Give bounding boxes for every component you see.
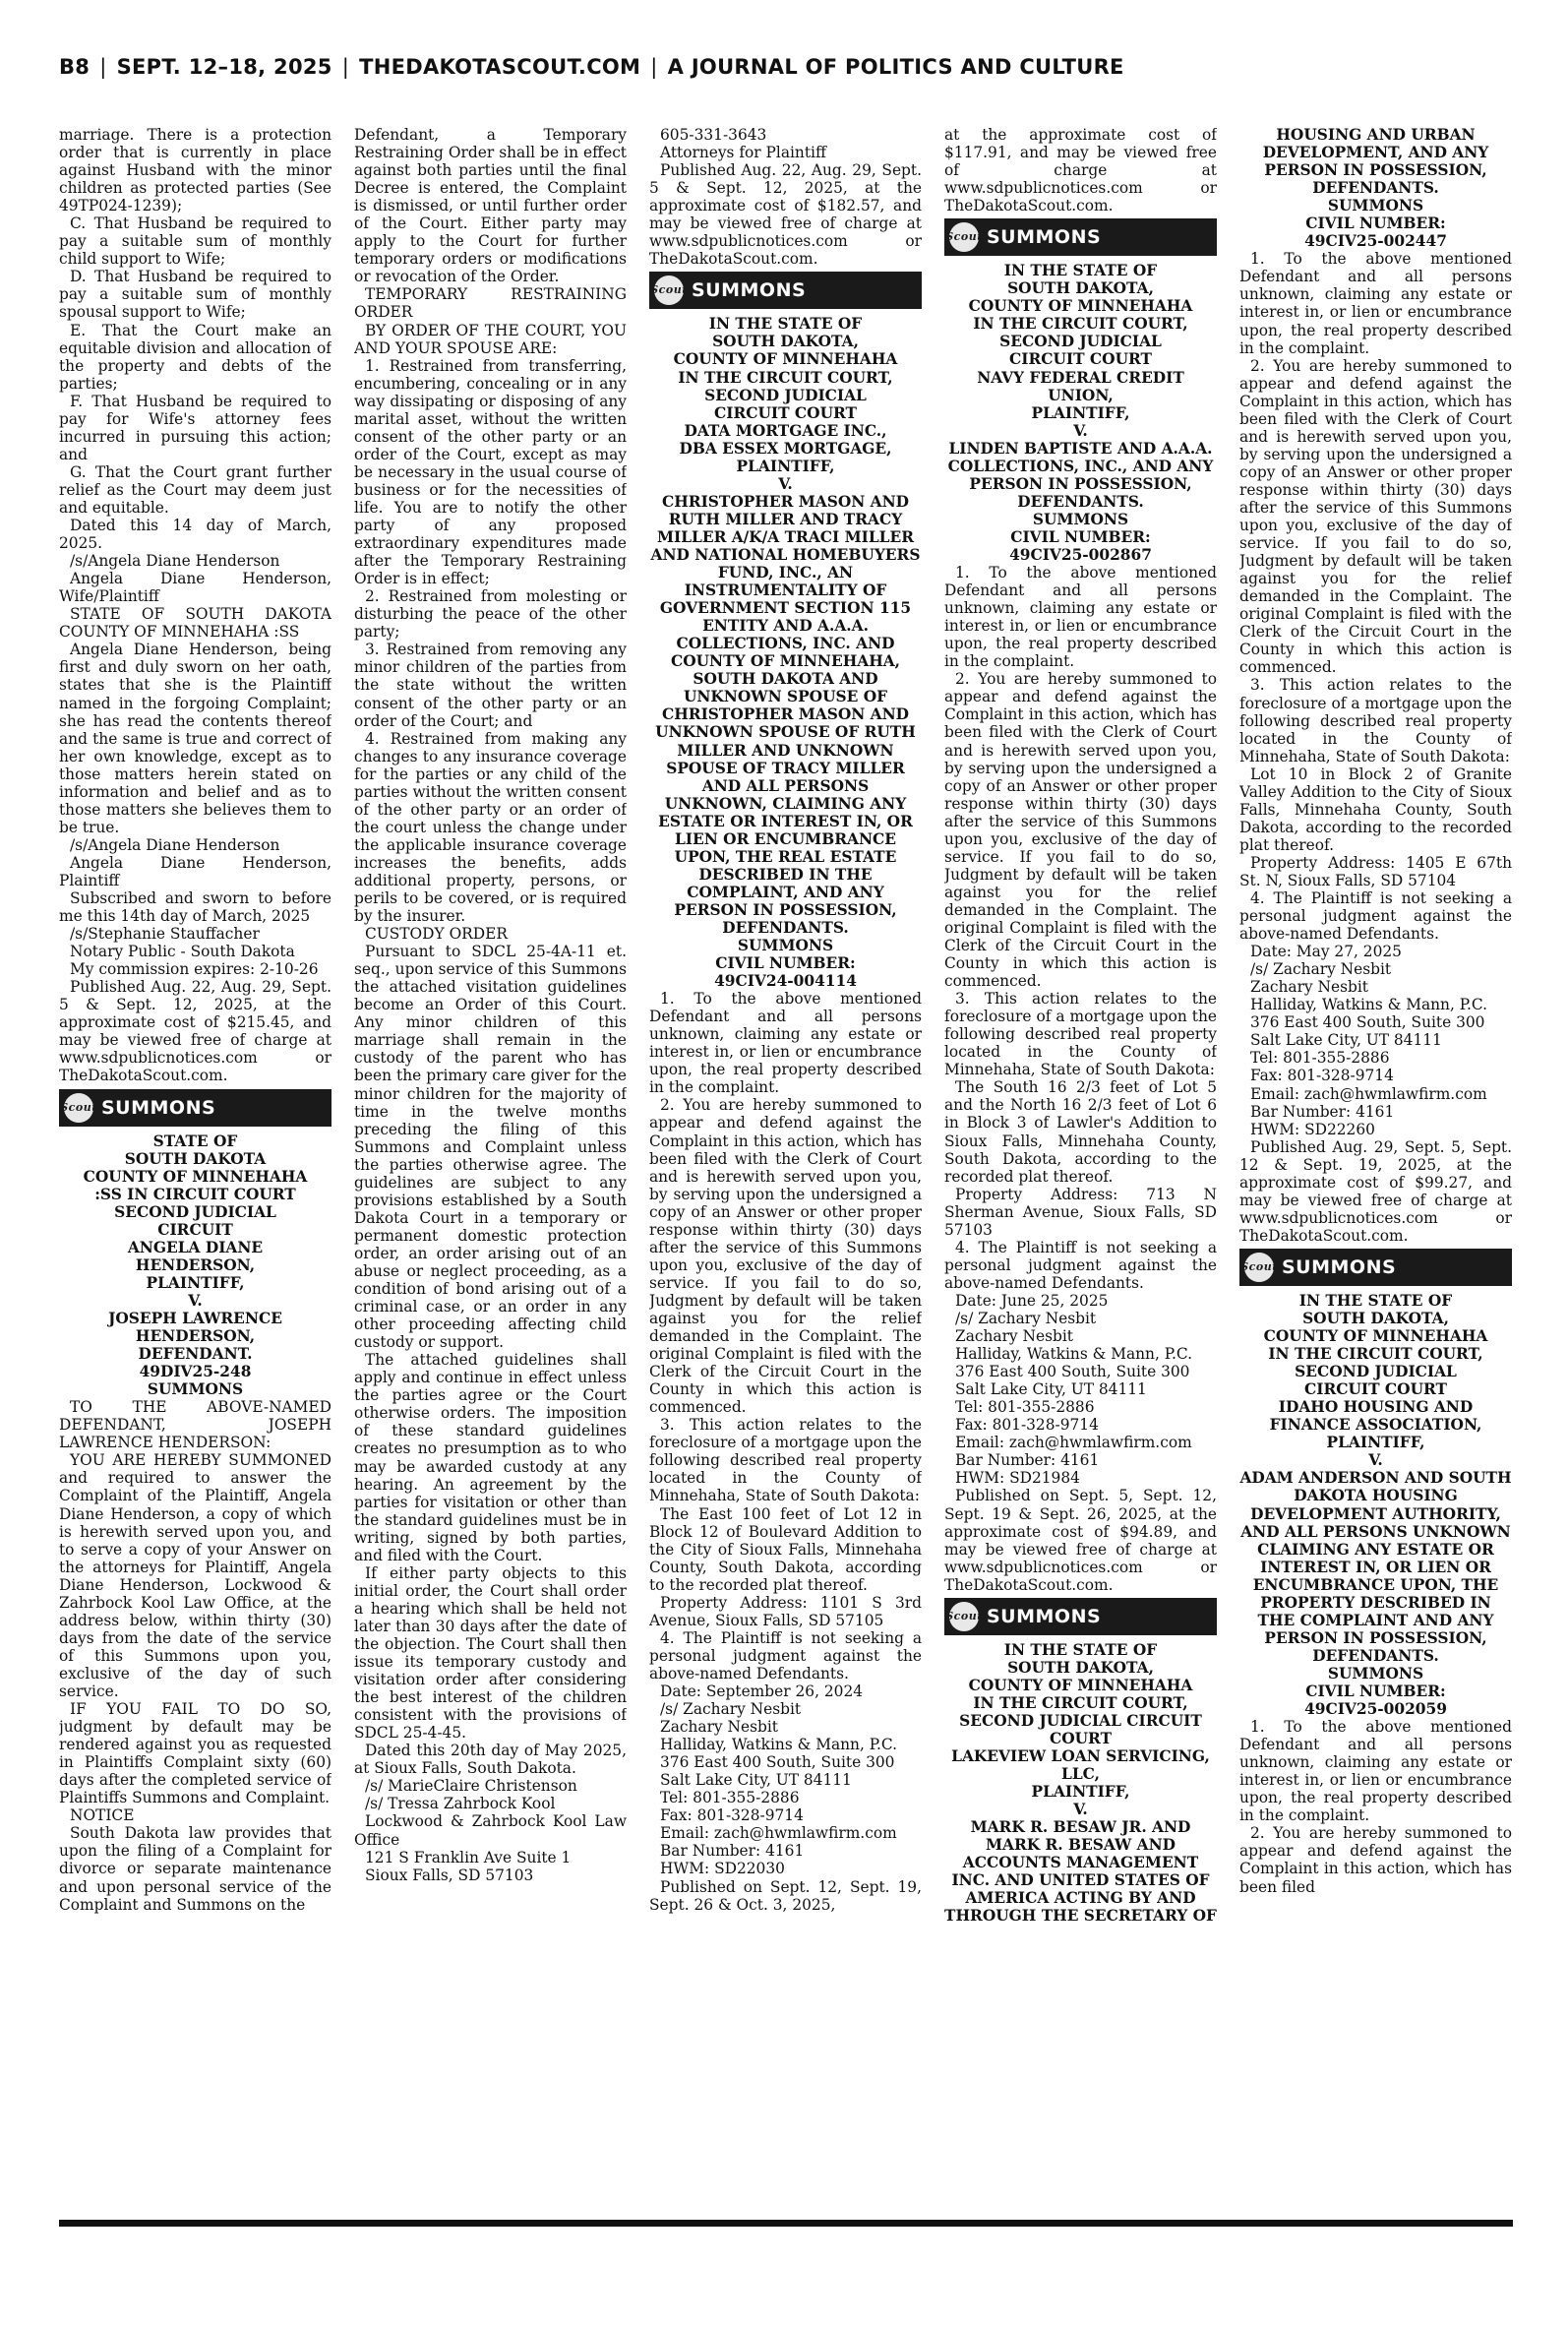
- notice-paragraph: 2. You are hereby summoned to appear and defend against the Complaint in this action, which has been filed with the Clerk of Court and is herewith served upon you, by serving upon the undersigned a copy of an Answer or other proper response within thirty (30) days after the service of this Summons upon you, exclusive of the day of service. If you fail to do so, Judgment by default will be taken against you for the relief demanded in the Complaint. The original Complaint is filed with the Clerk of the Circuit Court in the County in which this action is commenced.: [1239, 356, 1512, 677]
- caption-line: MARK R. BESAW JR. AND MARK R. BESAW AND ACCOUNTS MANAGEMENT INC. AND UNITED STATES OF AMERICA ACTING BY AND THROUGH THE SECRETARY OF: [944, 1818, 1217, 1926]
- notice-paragraph: 376 East 400 South, Suite 300: [660, 1753, 895, 1772]
- section-bar: [649, 272, 922, 309]
- section-label: SUMMONS: [987, 226, 1102, 249]
- caption-line: COUNTY OF MINNEHAHA: [968, 297, 1193, 316]
- notice-paragraph: E. That the Court make an equitable division and allocation of the property and debts of the parties;: [59, 321, 332, 393]
- header-separator: |: [650, 55, 658, 79]
- notice-paragraph: Property Address: 1101 S 3rd Avenue, Sioux Falls, SD 57105: [649, 1593, 922, 1629]
- notice-paragraph: The attached guidelines shall apply and continue in effect unless the parties agree or the Court otherwise orders. The imposition of these standard guidelines creates no presumption as to who may be awarded custody at any hearing. An agreement by the parties for visitation or other than the standard guidelines must be in writing, signed by both parties, and filed with the Court.: [354, 1351, 627, 1564]
- issue-date: SEPT. 12–18, 2025: [116, 55, 332, 79]
- notice-paragraph: CUSTODY ORDER: [365, 925, 508, 944]
- notice-paragraph: 1. Restrained from transferring, encumbering, concealing or in any way dissipating or disposing of any marital asset, without the written consent of the other party or an order of the Court, except as may be necessary in the usual course of business or for the necessities of life. You are to notify the other party of any proposed extraordinary expenditures made after the Temporary Restraining Order is in effect;: [354, 356, 627, 588]
- publication-note: Published Aug. 22, Aug. 29, Sept. 5 & Sept. 12, 2025, at the approximate cost of $215.45, and may be viewed free of charge at www.sdpublicnotices.com or TheDakotaScout.com.: [59, 978, 332, 1085]
- notice-paragraph: Email: zach@hwmlawfirm.com: [660, 1824, 897, 1843]
- notice-paragraph: C. That Husband be required to pay a suitable sum of monthly child support to Wife;: [59, 214, 332, 269]
- caption-line: CIRCUIT: [157, 1220, 233, 1239]
- column-4: [944, 126, 1217, 2209]
- bottom-rule: [59, 2220, 1513, 2227]
- notice-paragraph: 1. To the above mentioned Defendant and all persons unknown, claiming any estate or interest in, or lien or encumbrance upon, the real property described in the complaint.: [944, 564, 1217, 671]
- notice-paragraph: Lot 10 in Block 2 of Granite Valley Addition to the City of Sioux Falls, Minnehaha County, South Dakota, according to the recorded plat thereof.: [1239, 765, 1512, 854]
- notice-paragraph: Fax: 801-328-9714: [660, 1806, 804, 1825]
- notice-paragraph: Email: zach@hwmlawfirm.com: [955, 1434, 1192, 1452]
- caption-line: IN THE CIRCUIT COURT,: [678, 368, 893, 387]
- caption-line: SUMMONS: [1327, 1664, 1424, 1683]
- caption-line: :SS IN CIRCUIT COURT: [94, 1185, 296, 1203]
- notice-paragraph: TEMPORARY RESTRAINING ORDER: [354, 285, 627, 322]
- case-number: 49CIV24-004114: [714, 972, 857, 991]
- caption-line: V.: [1073, 1801, 1088, 1819]
- publication-note: Published Aug. 22, Aug. 29, Sept. 5 & Sept. 12, 2025, at the approximate cost of $182.57, and may be viewed free of charge at www.sdpublicnotices.com or TheDakotaScout.com.: [649, 161, 922, 269]
- caption-line: SUMMONS: [1032, 510, 1129, 528]
- signature-line: /s/ Zachary Nesbit: [955, 1310, 1097, 1327]
- notice-paragraph: 4. The Plaintiff is not seeking a personal judgment against the above-named Defendants.: [1239, 889, 1512, 944]
- notice-paragraph: Defendant, a Temporary Restraining Order shall be in effect against both parties until the final Decree is entered, the Complaint is dismissed, or until further order of the Court. Either party may apply to the Court for further temporary orders or modifications or revocation of the Order.: [354, 126, 627, 286]
- notice-paragraph: 2. You are hereby summoned to appear and defend against the Complaint in this action, which has been filed with the Clerk of Court and is herewith served upon you, by serving upon the undersigned a copy of an Answer or other proper response within thirty (30) days after the service of this Summons upon you, exclusive of the day of service. If you fail to do so, Judgment by default will be taken against you for the relief demanded in the Complaint. The original Complaint is filed with the Clerk of the Circuit Court in the County in which this action is commenced.: [649, 1096, 922, 1417]
- column-3: [649, 126, 922, 2209]
- page-number: B8: [59, 55, 90, 79]
- caption-line: NAVY FEDERAL CREDIT: [977, 368, 1184, 387]
- notice-paragraph: Halliday, Watkins & Mann, P.C.: [1250, 996, 1488, 1014]
- section-label: SUMMONS: [692, 279, 807, 302]
- caption-line: SECOND JUDICIAL CIRCUIT COURT: [959, 1711, 1202, 1747]
- caption-line: SUMMONS: [737, 937, 834, 955]
- notice-paragraph: 2. You are hereby summoned to appear and defend against the Complaint in this action, which has been filed: [1239, 1824, 1512, 1896]
- publication-note: Published Aug. 29, Sept. 5, Sept. 12 & Sept. 19, 2025, at the approximate cost of $99.27, and may be viewed free of charge at www.sdpublicnotices.com or TheDakotaScout.com.: [1239, 1137, 1512, 1245]
- notice-paragraph: D. That Husband be required to pay a suitable sum of monthly spousal support to Wife;: [59, 268, 332, 322]
- notice-paragraph: HWM: SD22030: [660, 1860, 785, 1878]
- signature-line: /s/ MarieClaire Christenson: [365, 1777, 577, 1796]
- notice-paragraph: My commission expires: 2-10-26: [70, 960, 319, 979]
- notice-paragraph: 376 East 400 South, Suite 300: [1250, 1013, 1485, 1032]
- signature-line: /s/ Zachary Nesbit: [660, 1700, 802, 1719]
- section-label: SUMMONS: [987, 1605, 1102, 1627]
- publication-note: at the approximate cost of $117.91, and may be viewed free of charge at www.sdpublicnotices.com or TheDakotaScout.com.: [944, 126, 1217, 215]
- scout-logo-icon: Scout: [949, 1602, 979, 1631]
- caption-line: COUNTY OF MINNEHAHA: [83, 1167, 308, 1186]
- caption-line: CIVIL NUMBER:: [715, 954, 856, 973]
- notice-paragraph: TO THE ABOVE-NAMED DEFENDANT, JOSEPH LAWRENCE HENDERSON:: [59, 1398, 332, 1452]
- caption-line: LINDEN BAPTISTE AND A.A.A. COLLECTIONS, INC., AND ANY PERSON IN POSSESSION,: [947, 439, 1214, 493]
- caption-line: CHRISTOPHER MASON AND RUTH MILLER AND TRACY MILLER A/K/A TRACI MILLER AND NATIONAL HOMEBUYERS FUND, INC., AN INSTRUMENTALITY OF GOVERNMENT SECTION 115 ENTITY AND A.A.A. COLLECTIONS, INC. AND COUNTY OF MINNEHAHA, SOUTH DAKOTA AND UNKNOWN SPOUSE OF CHRISTOPHER MASON AND UNKNOWN SPOUSE OF RUTH MILLER AND UNKNOWN SPOUSE OF TRACY MILLER AND ALL PERSONS UNKNOWN, CLAIMING ANY ESTATE OR INTEREST IN, OR LIEN OR ENCUMBRANCE UPON, THE REAL ESTATE DESCRIBED IN THE COMPLAINT, AND ANY PERSON IN POSSESSION,: [650, 492, 921, 919]
- signature-line: /s/Angela Diane Henderson: [70, 552, 280, 571]
- notice-paragraph: 1. To the above mentioned Defendant and all persons unknown, claiming any estate or interest in, or lien or encumbrance upon, the real property described in the complaint.: [649, 990, 922, 1097]
- caption-line: DBA ESSEX MORTGAGE,: [679, 439, 892, 458]
- case-number: 49DIV25-248: [139, 1363, 252, 1381]
- notice-paragraph: HWM: SD21984: [955, 1469, 1080, 1488]
- signature-line: /s/ Tressa Zahrbock Kool: [365, 1795, 556, 1813]
- notice-paragraph: Halliday, Watkins & Mann, P.C.: [660, 1736, 898, 1754]
- notice-paragraph: Dated this 20th day of May 2025, at Sioux Falls, South Dakota.: [354, 1742, 627, 1778]
- caption-line: LAKEVIEW LOAN SERVICING, LLC,: [951, 1747, 1210, 1784]
- caption-line: IN THE CIRCUIT COURT,: [973, 1693, 1188, 1712]
- notice-paragraph: Halliday, Watkins & Mann, P.C.: [955, 1345, 1193, 1364]
- notice-paragraph: Bar Number: 4161: [660, 1842, 805, 1861]
- tagline: A JOURNAL OF POLITICS AND CULTURE: [667, 55, 1124, 79]
- caption-line: PLAINTIFF,: [1031, 403, 1130, 422]
- publication-note: Published on Sept. 12, Sept. 19, Sept. 26 & Oct. 3, 2025,: [649, 1877, 922, 1914]
- section-bar: [1239, 1249, 1512, 1286]
- scout-logo-icon: Scout: [64, 1093, 93, 1123]
- caption-line: SECOND JUDICIAL: [114, 1202, 276, 1221]
- caption-line: SOUTH DAKOTA,: [1302, 1310, 1449, 1327]
- notice-paragraph: 376 East 400 South, Suite 300: [955, 1363, 1190, 1381]
- notice-paragraph: The South 16 2/3 feet of Lot 5 and the North 16 2/3 feet of Lot 6 in Block 3 of Lawler's Addition to Sioux Falls, Minnehaha County, South Dakota, according to the recorded plat thereof.: [944, 1078, 1217, 1186]
- notice-paragraph: Salt Lake City, UT 84111: [1250, 1031, 1442, 1050]
- caption-line: IN THE STATE OF: [1003, 262, 1158, 280]
- notice-paragraph: Tel: 801-355-2886: [1250, 1049, 1390, 1068]
- case-number: 49CIV25-002059: [1304, 1700, 1447, 1719]
- caption-line: SECOND JUDICIAL: [1295, 1363, 1457, 1381]
- column-1: [59, 126, 332, 2209]
- caption-line: PLAINTIFF,: [1031, 1783, 1130, 1802]
- caption-line: CIVIL NUMBER:: [1305, 1682, 1446, 1700]
- caption-line: V.: [1368, 1451, 1383, 1470]
- scout-logo-icon: Scout: [949, 222, 979, 252]
- notice-paragraph: 121 S Franklin Ave Suite 1: [365, 1848, 572, 1866]
- caption-line: ANGELA DIANE: [127, 1238, 264, 1256]
- caption-line: DEFENDANT.: [138, 1345, 253, 1364]
- caption-line: JOSEPH LAWRENCE: [108, 1310, 282, 1327]
- notice-paragraph: Fax: 801-328-9714: [955, 1416, 1099, 1435]
- section-label: SUMMONS: [101, 1096, 216, 1119]
- caption-line: CIRCUIT COURT: [714, 403, 857, 422]
- notice-paragraph: Attorneys for Plaintiff: [660, 144, 826, 162]
- caption-line: HOUSING AND URBAN DEVELOPMENT, AND ANY PERSON IN POSSESSION,: [1262, 126, 1489, 180]
- notice-paragraph: Angela Diane Henderson, Wife/Plaintiff: [59, 570, 332, 606]
- page-header: [59, 49, 1515, 85]
- caption-line: IN THE STATE OF: [1298, 1291, 1453, 1310]
- notice-paragraph: 4. Restrained from making any changes to any insurance coverage for the parties or any child of the parties without the written consent of the other party or an order of the court unless the change under the applicable insurance coverage increases the benefits, adds additional property, persons, or perils to be covered, or is required by the insurer.: [354, 729, 627, 926]
- notice-paragraph: 4. The Plaintiff is not seeking a personal judgment against the above-named Defendants.: [649, 1628, 922, 1683]
- notice-paragraph: HWM: SD22260: [1250, 1120, 1375, 1138]
- column-5: [1239, 126, 1512, 2209]
- caption-line: DEFENDANTS.: [1312, 1646, 1439, 1665]
- notice-paragraph: Bar Number: 4161: [1250, 1102, 1395, 1121]
- caption-line: DATA MORTGAGE INC.,: [684, 421, 887, 440]
- caption-line: PLAINTIFF,: [1326, 1434, 1425, 1452]
- notice-paragraph: 3. This action relates to the foreclosure of a mortgage upon the following described real property located in the County of Minnehaha, State of South Dakota:: [649, 1416, 922, 1505]
- case-number: 49CIV25-002867: [1009, 545, 1152, 564]
- caption-line: CIRCUIT COURT: [1304, 1380, 1447, 1399]
- notice-paragraph: Pursuant to SDCL 25-4A-11 et. seq., upon service of this Summons the attached visitation guidelines become an Order of this Court. Any minor children of this marriage shall remain in the custody of the parent who has been the primary care giver for the minor children for the majority of time in the twelve months preceding the filing of this Summons and Complaint unless the parties otherwise agree. The guidelines are subject to any provisions established by a South Dakota Court in a temporary or permanent domestic protection order, an order arising out of an abuse or neglect proceeding, as a condition of bond arising out of a criminal case, or an order in any other proceeding affecting child custody or support.: [354, 943, 627, 1352]
- caption-line: DEFENDANTS.: [1017, 492, 1144, 511]
- notice-paragraph: South Dakota law provides that upon the filing of a Complaint for divorce or separate maintenance and upon personal service of the Complaint and Summons on the: [59, 1824, 332, 1914]
- notice-paragraph: 605-331-3643: [660, 126, 767, 144]
- notice-paragraph: Bar Number: 4161: [955, 1451, 1100, 1470]
- caption-line: UNION,: [1048, 386, 1114, 404]
- notice-paragraph: The East 100 feet of Lot 12 in Block 12 of Boulevard Addition to the City of Sioux Falls, Minnehaha County, South Dakota, according to the recorded plat thereof.: [649, 1504, 922, 1594]
- notice-paragraph: Salt Lake City, UT 84111: [955, 1380, 1147, 1399]
- notice-paragraph: Angela Diane Henderson, being first and duly sworn on her oath, states that she is the Plaintiff named in the forgoing Complaint; she has read the contents thereof and the same is true and correct of her own knowledge, except as to those matters herein stated on information and belief and as to those matters she believes them to be true.: [59, 641, 332, 836]
- scout-logo-icon: Scout: [654, 275, 684, 305]
- caption-line: V.: [188, 1291, 203, 1310]
- notice-paragraph: Date: September 26, 2024: [660, 1682, 864, 1700]
- notice-paragraph: Zachary Nesbit: [955, 1327, 1073, 1346]
- notice-paragraph: 3. Restrained from removing any minor children of the parties from the state without the written consent of the other party or an order of the Court; and: [354, 641, 627, 730]
- caption-line: CIVIL NUMBER:: [1010, 527, 1151, 546]
- section-bar: [944, 218, 1217, 256]
- section-bar: [59, 1089, 332, 1127]
- notice-paragraph: Fax: 801-328-9714: [1250, 1067, 1394, 1085]
- caption-line: ADAM ANDERSON AND SOUTH DAKOTA HOUSING DEVELOPMENT AUTHORITY, AND ALL PERSONS UNKNOWN CLAIMING ANY ESTATE OR INTEREST IN, OR LIEN OR ENCUMBRANCE UPON, THE PROPERTY DESCRIBED IN THE COMPLAINT AND ANY PERSON IN POSSESSION,: [1239, 1469, 1512, 1647]
- caption-line: SECOND JUDICIAL: [704, 386, 867, 404]
- section-bar: [944, 1598, 1217, 1635]
- caption-line: CIRCUIT COURT: [1009, 350, 1152, 369]
- notice-paragraph: NOTICE: [70, 1806, 135, 1825]
- site-name: THEDAKOTASCOUT.COM: [359, 55, 641, 79]
- header-separator: |: [341, 55, 350, 79]
- caption-line: DEFENDANTS.: [1312, 179, 1439, 198]
- caption-line: SOUTH DAKOTA: [124, 1149, 267, 1168]
- caption-line: SOUTH DAKOTA,: [712, 333, 859, 351]
- caption-line: PLAINTIFF,: [736, 457, 835, 475]
- notice-paragraph: Sioux Falls, SD 57103: [365, 1866, 534, 1884]
- notice-paragraph: F. That Husband be required to pay for Wife's attorney fees incurred in pursuing this action; and: [59, 392, 332, 463]
- case-number: 49CIV25-002447: [1304, 232, 1447, 251]
- notice-paragraph: Date: May 27, 2025: [1250, 943, 1402, 961]
- caption-line: IN THE STATE OF: [708, 315, 863, 334]
- signature-line: /s/ Zachary Nesbit: [1250, 960, 1392, 979]
- caption-line: HENDERSON,: [135, 1327, 256, 1346]
- notice-paragraph: Notary Public - South Dakota: [70, 943, 295, 961]
- caption-line: HENDERSON,: [135, 1255, 256, 1274]
- notice-paragraph: Tel: 801-355-2886: [660, 1789, 800, 1807]
- notice-columns: [59, 126, 1513, 2209]
- section-label: SUMMONS: [1282, 1255, 1397, 1278]
- caption-line: DEFENDANTS.: [722, 918, 849, 937]
- notice-paragraph: Angela Diane Henderson, Plaintiff: [59, 853, 332, 889]
- notice-paragraph: 3. This action relates to the foreclosure of a mortgage upon the following described real property located in the County of Minnehaha, State of South Dakota:: [1239, 676, 1512, 765]
- notice-paragraph: Subscribed and sworn to before me this 14th day of March, 2025: [59, 889, 332, 926]
- notice-paragraph: 2. Restrained from molesting or disturbing the peace of the other party;: [354, 587, 627, 642]
- notice-paragraph: marriage. There is a protection order that is currently in place against Husband with the minor children as protected parties (See 49TP024-1239);: [59, 126, 332, 215]
- column-2: [354, 126, 627, 2209]
- notice-paragraph: 4. The Plaintiff is not seeking a personal judgment against the above-named Defendants.: [944, 1238, 1217, 1292]
- caption-line: IDAHO HOUSING AND FINANCE ASSOCIATION,: [1269, 1398, 1482, 1435]
- caption-line: SUMMONS: [1327, 197, 1424, 215]
- notice-paragraph: Dated this 14 day of March, 2025.: [59, 517, 332, 553]
- notice-paragraph: Property Address: 1405 E 67th St. N, Sioux Falls, SD 57104: [1239, 853, 1512, 889]
- notice-paragraph: IF YOU FAIL TO DO SO, judgment by default may be rendered against you as requested in Plaintiffs Complaint sixty (60) days after the completed service of Plaintiffs Summons and Complaint.: [59, 1700, 332, 1807]
- caption-line: CIVIL NUMBER:: [1305, 214, 1446, 233]
- header-separator: |: [99, 55, 107, 79]
- caption-line: SOUTH DAKOTA,: [1007, 1658, 1154, 1677]
- caption-line: V.: [1073, 421, 1088, 440]
- caption-line: IN THE STATE OF: [1003, 1640, 1158, 1659]
- notice-paragraph: Email: zach@hwmlawfirm.com: [1250, 1084, 1487, 1103]
- notice-paragraph: BY ORDER OF THE COURT, YOU AND YOUR SPOUSE ARE:: [354, 321, 627, 357]
- signature-line: /s/Stephanie Stauffacher: [70, 925, 260, 944]
- caption-line: SUMMONS: [147, 1380, 244, 1399]
- notice-paragraph: Zachary Nesbit: [660, 1718, 778, 1737]
- caption-line: COUNTY OF MINNEHAHA: [673, 350, 898, 369]
- caption-line: SECOND JUDICIAL: [999, 333, 1162, 351]
- caption-line: PLAINTIFF,: [146, 1273, 245, 1292]
- caption-line: IN THE CIRCUIT COURT,: [1268, 1345, 1483, 1364]
- notice-paragraph: STATE OF SOUTH DAKOTA COUNTY OF MINNEHAHA :SS: [59, 605, 332, 642]
- notice-paragraph: 3. This action relates to the foreclosure of a mortgage upon the following described real property located in the County of Minnehaha, State of South Dakota:: [944, 990, 1217, 1079]
- notice-paragraph: 2. You are hereby summoned to appear and defend against the Complaint in this action, which has been filed with the Clerk of Court and is herewith served upon you, by serving upon the undersigned a copy of an Answer or other proper response within thirty (30) days after the service of this Summons upon you, exclusive of the day of service. If you fail to do so, Judgment by default will be taken against you for the relief demanded in the Complaint. The original Complaint is filed with the Clerk of the Circuit Court in the County in which this action is commenced.: [944, 670, 1217, 991]
- notice-paragraph: G. That the Court grant further relief as the Court may deem just and equitable.: [59, 462, 332, 517]
- caption-line: V.: [778, 474, 793, 493]
- caption-line: COUNTY OF MINNEHAHA: [1263, 1327, 1488, 1346]
- publication-note: Published on Sept. 5, Sept. 12, Sept. 19 & Sept. 26, 2025, at the approximate cost of $94.89, and may be viewed free of charge at www.sdpublicnotices.com or TheDakotaScout.com.: [944, 1487, 1217, 1594]
- notice-paragraph: Zachary Nesbit: [1250, 978, 1368, 997]
- scout-logo-icon: Scout: [1244, 1253, 1274, 1282]
- caption-line: IN THE CIRCUIT COURT,: [973, 315, 1188, 334]
- notice-paragraph: If either party objects to this initial order, the Court shall order a hearing which shall be held not later than 30 days after the date of the objection. The Court shall then issue its temporary custody and visitation order after considering the best interest of the children consistent with the provisions of SDCL 25-4-45.: [354, 1563, 627, 1743]
- notice-paragraph: YOU ARE HEREBY SUMMONED and required to answer the Complaint of the Plaintiff, Angela Diane Henderson, a copy of which is herewith served upon you, and to serve a copy of your Answer on the attorneys for Plaintiff, Angela Diane Henderson, Lockwood & Zahrbock Kool Law Office, at the address below, within thirty (30) days from the date of the service of this Summons upon you, exclusive of the day of such service.: [59, 1451, 332, 1700]
- notice-paragraph: Property Address: 713 N Sherman Avenue, Sioux Falls, SD 57103: [944, 1185, 1217, 1239]
- notice-paragraph: Tel: 801-355-2886: [955, 1398, 1095, 1417]
- caption-line: COUNTY OF MINNEHAHA: [968, 1676, 1193, 1694]
- caption-line: STATE OF: [152, 1132, 238, 1150]
- signature-line: /s/Angela Diane Henderson: [70, 835, 280, 854]
- notice-paragraph: Date: June 25, 2025: [955, 1291, 1109, 1310]
- notice-paragraph: Salt Lake City, UT 84111: [660, 1771, 852, 1790]
- notice-paragraph: 1. To the above mentioned Defendant and all persons unknown, claiming any estate or interest in, or lien or encumbrance upon, the real property described in the complaint.: [1239, 250, 1512, 357]
- notice-paragraph: Lockwood & Zahrbock Kool Law Office: [354, 1812, 627, 1849]
- caption-line: SOUTH DAKOTA,: [1007, 279, 1154, 298]
- notice-paragraph: 1. To the above mentioned Defendant and all persons unknown, claiming any estate or interest in, or lien or encumbrance upon, the real property described in the complaint.: [1239, 1718, 1512, 1825]
